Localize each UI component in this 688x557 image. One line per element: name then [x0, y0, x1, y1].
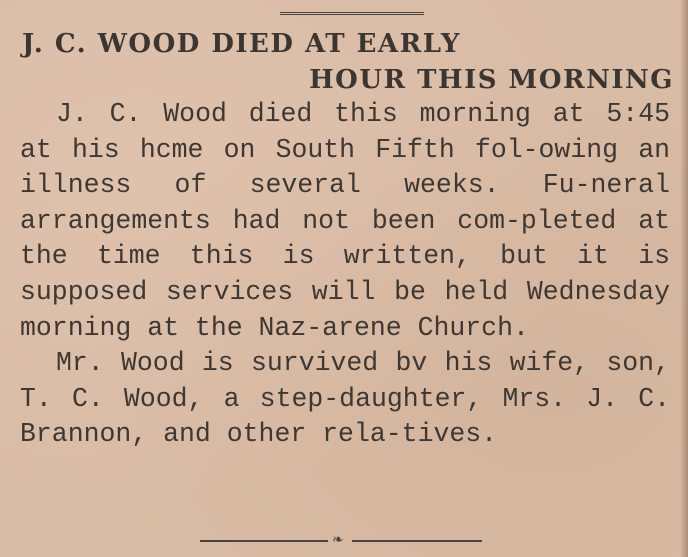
bottom-rule-right-bar [352, 540, 482, 542]
paragraph-1: J. C. Wood died this morning at 5:45 at his hcme on South Fifth fol-owing an illness of several weeks. Fu-neral arrangements had not been com-pleted at the time this is written, but it is supposed services will be held Wednesday morning at the Naz-arene Church. [20, 99, 670, 343]
bottom-rule-left-bar [200, 540, 328, 542]
headline-line-1: J. C. WOOD DIED AT EARLY [22, 29, 461, 59]
top-rule [280, 12, 424, 15]
paragraph-2: Mr. Wood is survived bv his wife, son, T. C. Wood, a step-daughter, Mrs. J. C. Brannon, and other rela-tives. [20, 348, 670, 450]
bottom-rule [200, 532, 485, 548]
headline-line-2: HOUR THIS MORNING [309, 65, 674, 95]
clipping-edge-shadow [680, 0, 688, 557]
ornament-icon: ❧ [332, 532, 344, 548]
article-body [20, 97, 670, 453]
